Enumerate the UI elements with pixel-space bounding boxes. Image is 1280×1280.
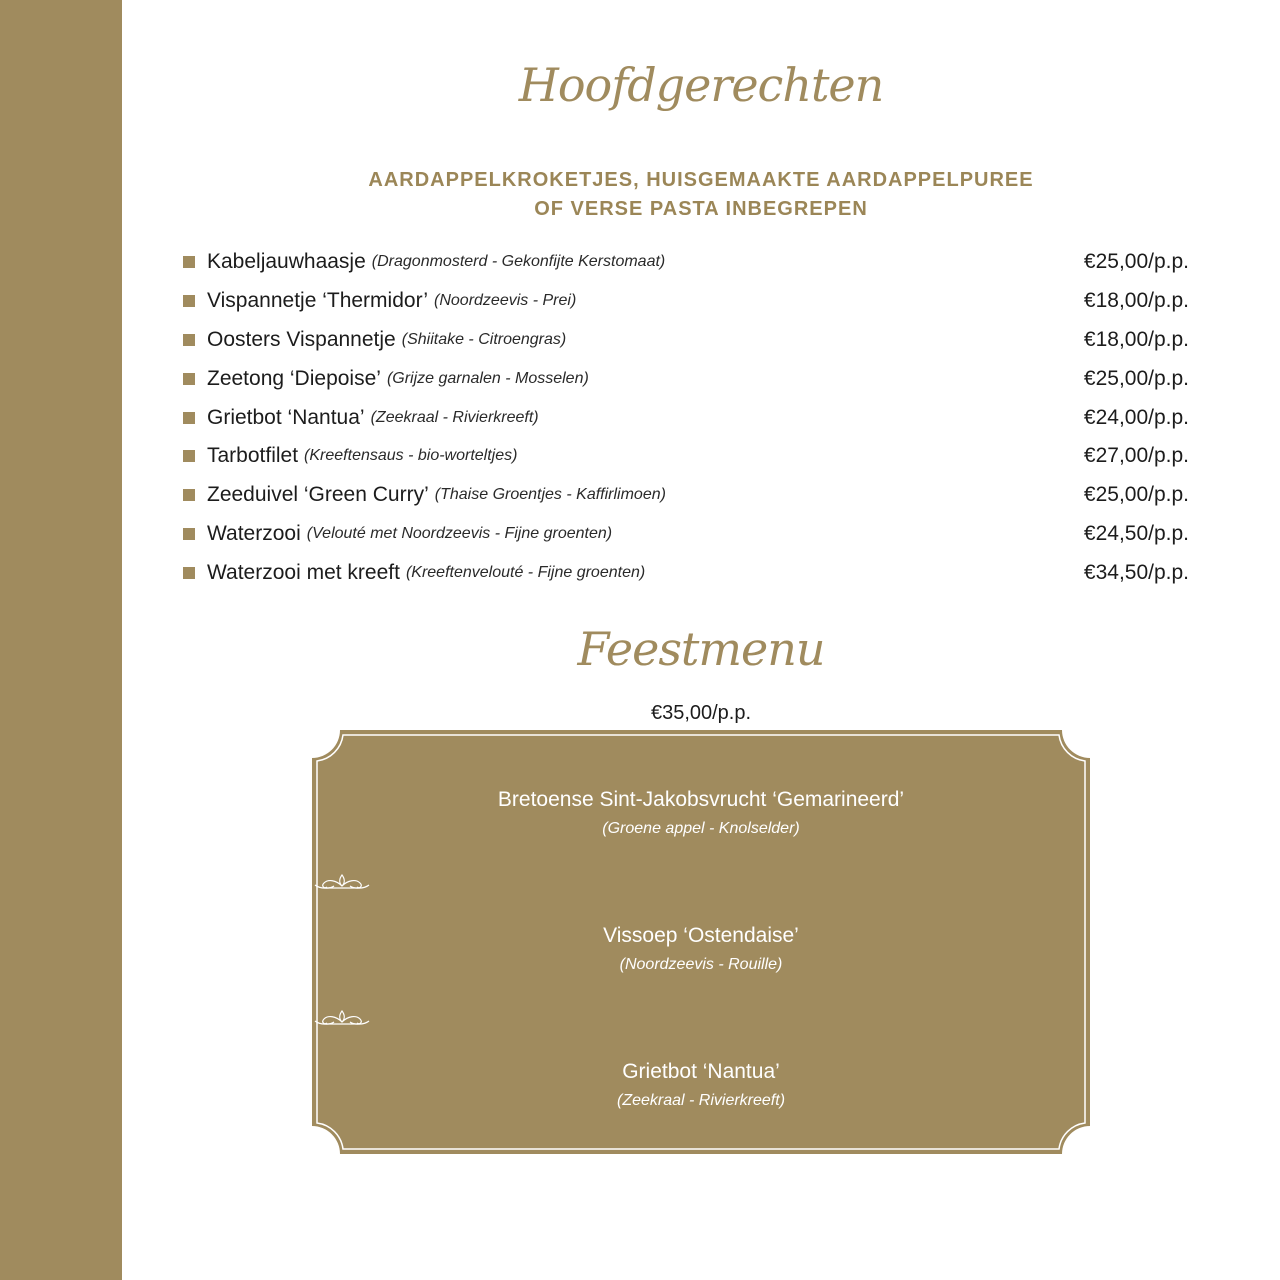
square-bullet-icon [183,489,195,501]
dish-price: €25,00/p.p. [1083,366,1189,390]
flourish-divider-icon [312,871,372,891]
dish-description: (Kreeftenvelouté - Fijne groenten) [405,563,646,581]
dish-price: €27,00/p.p. [1083,444,1189,468]
dish-name: Grietbot ‘Nantua’ [207,405,365,429]
dish-name: Kabeljauwhaasje [207,250,366,274]
included-sides-note [122,166,1280,224]
course-description: (Noordzeevis - Rouille) [619,956,783,973]
square-bullet-icon [183,295,195,307]
course-item [312,788,1090,838]
list-item [183,321,1189,360]
dish-description: (Zeekraal - Rivierkreeft) [370,408,539,426]
course-description: (Groene appel - Knolselder) [602,820,800,837]
dish-name: Vispannetje ‘Thermidor’ [207,289,429,313]
list-item [183,476,1189,515]
feestmenu-card [312,730,1090,1154]
dish-description: (Velouté met Noordzeevis - Fijne groenten) [306,524,613,542]
dish-price: €25,00/p.p. [1083,250,1189,274]
square-bullet-icon [183,256,195,268]
dish-price: €25,00/p.p. [1083,483,1189,507]
included-sides-line-2: OF VERSE PASTA INBEGREPEN [534,198,868,220]
dish-description: (Shiitake - Citroengras) [401,330,567,348]
square-bullet-icon [183,528,195,540]
section-title-feestmenu: Feestmenu [577,622,825,676]
square-bullet-icon [183,412,195,424]
dish-description: (Noordzeevis - Prei) [434,292,577,310]
dish-description: (Kreeftensaus - bio-worteltjes) [304,447,518,465]
list-item [183,515,1189,554]
list-item [183,553,1189,592]
flourish-divider-icon [312,1007,372,1027]
square-bullet-icon [183,334,195,346]
course-item [312,924,1090,974]
list-item [183,282,1189,321]
list-item [183,437,1189,476]
dish-name: Zeeduivel ‘Green Curry’ [207,483,429,507]
list-item [183,398,1189,437]
dish-price: €24,00/p.p. [1083,405,1189,429]
list-item [183,359,1189,398]
square-bullet-icon [183,373,195,385]
square-bullet-icon [183,567,195,579]
dish-price: €34,50/p.p. [1083,560,1189,584]
course-description: (Zeekraal - Rivierkreeft) [616,1092,786,1109]
course-item [312,1060,1090,1110]
dish-price: €18,00/p.p. [1083,289,1189,313]
dish-name: Waterzooi [207,521,301,545]
dish-price: €24,50/p.p. [1083,521,1189,545]
main-course-list [183,243,1189,592]
dish-name: Oosters Vispannetje [207,327,396,351]
course-name: Grietbot ‘Nantua’ [622,1060,780,1083]
dish-price: €18,00/p.p. [1083,327,1189,351]
square-bullet-icon [183,450,195,462]
course-name: Bretoense Sint-Jakobsvrucht ‘Gemarineerd’ [497,788,905,811]
list-item [183,243,1189,282]
section-title-hoofdgerechten: Hoofdgerechten [518,58,884,112]
dish-description: (Grijze garnalen - Mosselen) [386,369,589,387]
included-sides-line-1: AARDAPPELKROKETJES, HUISGEMAAKTE AARDAPPELPUREE [368,169,1034,191]
dish-description: (Thaise Groentjes - Kaffirlimoen) [434,486,666,504]
dish-description: (Dragonmosterd - Gekonfijte Kerstomaat) [371,253,666,271]
course-name: Vissoep ‘Ostendaise’ [603,924,799,947]
feestmenu-price: €35,00/p.p. [650,702,752,724]
dish-name: Waterzooi met kreeft [207,560,400,584]
dish-name: Tarbotfilet [207,444,299,468]
dish-name: Zeetong ‘Diepoise’ [207,366,381,390]
